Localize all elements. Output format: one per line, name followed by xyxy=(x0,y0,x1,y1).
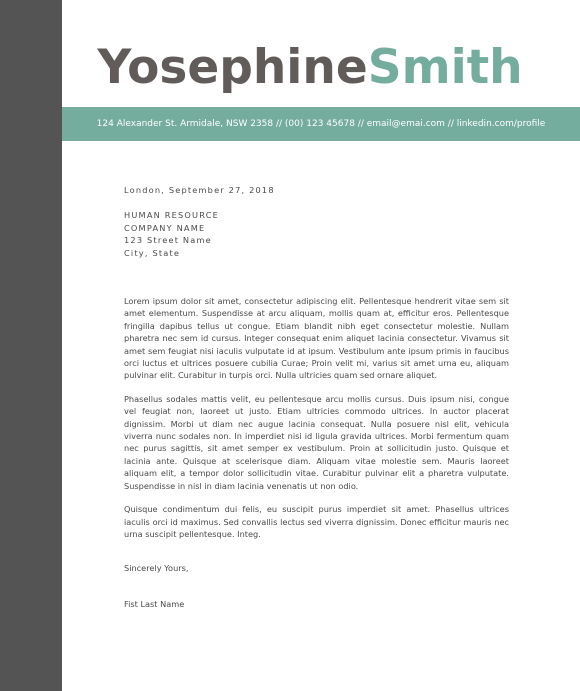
letter-date: London, September 27, 2018 xyxy=(124,185,275,195)
recipient-line: 123 Street Name xyxy=(124,235,212,245)
first-name: Yosephine xyxy=(97,40,368,95)
body-paragraph: Quisque condimentum dui felis, eu suscipit purus imperdiet sit amet. Phasellus ultrices iaculis orci id maximus. Sed convallis lectus sed viverra dignissim. Donec efficitur mauris nec urna suscipit pellentesque. Integ. xyxy=(124,504,509,539)
letter-closing: Sincerely Yours, xyxy=(124,563,189,574)
contact-bar xyxy=(62,107,580,141)
recipient-line: HUMAN RESOURCE xyxy=(124,210,220,220)
applicant-name xyxy=(62,38,558,98)
body-paragraph: Phasellus sodales mattis velit, eu pellentesque arcu mollis cursus. Duis ipsum nisi, congue vel feugiat non, laoreet ut justo. Etiam ultricies commodo ultrices. In auctor placerat dignissim. Morbi ut diam nec augue lacinia consequat. Nulla posuere nisl elit, vehicula viverra nunc sodales non. In imperdiet nisi id ligula gravida ultrices. Morbi fermentum quam nec purus sagittis, sit amet semper ex vestibulum. Proin at sollicitudin justo. Quisque et lacinia ante. Quisque at scelerisque diam. Aliquam vitae molestie sem. Mauris laoreet aliquam elit, a tempor dolor sollicitudin vitae. Curabitur pulvinar elit a pharetra vulputate. Suspendisse in nisl in diam lacinia venenatis ut non odio. xyxy=(124,393,509,491)
body-paragraph: Lorem ipsum dolor sit amet, consectetur adipiscing elit. Pellentesque hendrerit vitae sem sit amet elementum. Suspendisse at arcu aliquam, mollis quam at, efficitur eros. Pellentesque fringilla dapibus tellus ut congue. Etiam blandit nibh eget consectetur molestie. Nullam pharetra nec sem id cursus. Integer consequat enim aliquet lacinia consectetur. Vivamus sit amet sem feugiat nisi iaculis vulputate id at ipsum. Vestibulum ante ipsum primis in faucibus orci luctus et ultrices posuere cubilia Curae; Proin velit mi, varius sit amet urna eu, aliquam pulvinar elit. Curabitur in turpis orci. Nulla ultricies quam sed ornare aliquet. xyxy=(124,296,509,381)
left-sidebar-bar xyxy=(0,0,62,691)
recipient-line: City, State xyxy=(124,247,181,258)
last-name: Smith xyxy=(367,40,523,95)
letter-body xyxy=(124,184,509,611)
contact-info: 124 Alexander St. Armidale, NSW 2358 // (00) 123 45678 // email@emai.com // linkedin.com/profile xyxy=(96,119,546,129)
signature-name: Fist Last Name xyxy=(124,599,185,610)
recipient-line: COMPANY NAME xyxy=(124,222,206,233)
recipient-address xyxy=(124,209,509,259)
